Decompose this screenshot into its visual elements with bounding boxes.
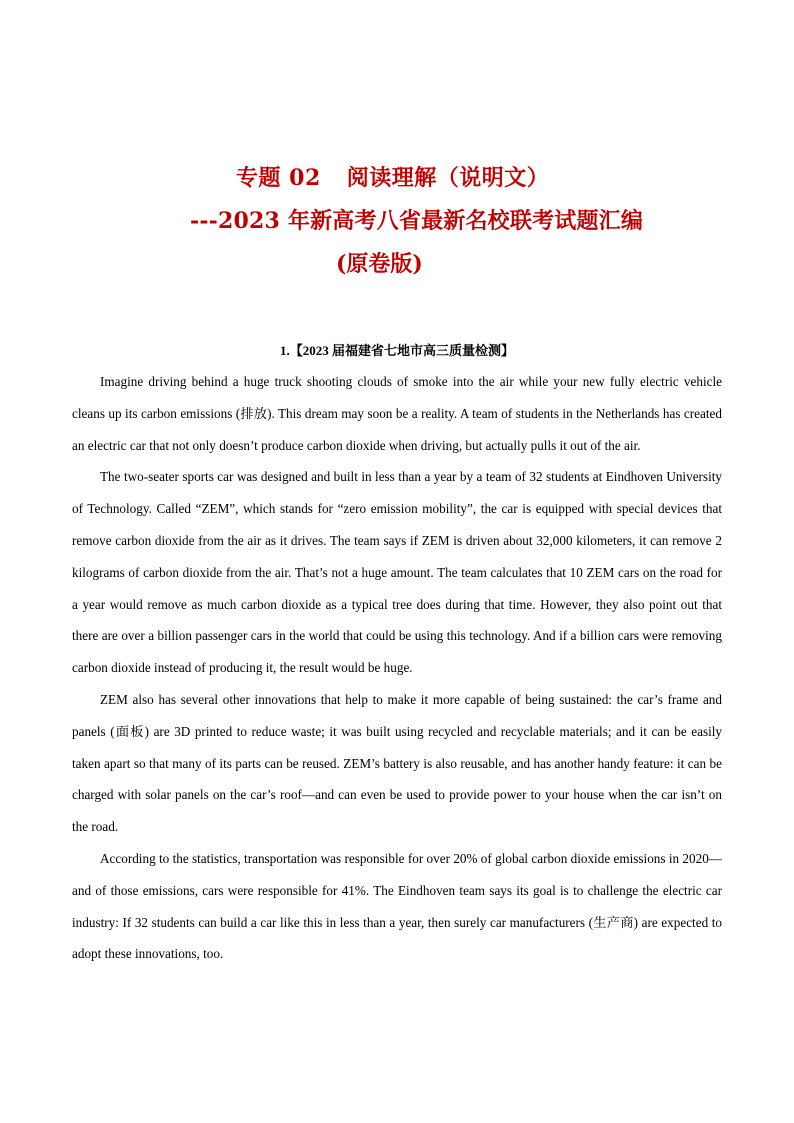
title-topic-number: 专题 02 (236, 165, 321, 191)
title-topic-name: 阅读理解（说明文） (346, 165, 550, 191)
title-line-2: ---2023 年新高考八省最新名校联考试题汇编 (190, 208, 644, 234)
title-line-3: (原卷版) (336, 251, 423, 277)
passage-paragraph-2: The two-seater sports car was designed and built in less than a year by a team of 32 students at Eindhoven University of Technology. Called “ZEM”, which stands for “zero emission mobility”, the car is equipped with special devices that remove carbon dioxide from the air as it drives. The team says if ZEM is driven about 32,000 kilometers, it can remove 2 kilograms of carbon dioxide from the air. That’s not a huge amount. The team calculates that 10 ZEM cars on the road for a year would remove as much carbon dioxide as a typical tree does during that time. However, they also point out that there are over a billion passenger cars in the world that could be using this technology. And if a billion cars were removing carbon dioxide instead of producing it, the result would be huge. (72, 469, 722, 676)
passage-paragraph-1: Imagine driving behind a huge truck shooting clouds of smoke into the air while your new fully electric vehicle cleans up its carbon emissions (排放). This dream may soon be a reality. A team of students in the Netherlands has created an electric car that not only doesn’t produce carbon dioxide when driving, but actually pulls it out of the air. (72, 374, 722, 453)
passage-paragraph-4: According to the statistics, transportation was responsible for over 20% of global carbon dioxide emissions in 2020—and of those emissions, cars were responsible for 41%. The Eindhoven team says its goal is to challenge the electric car industry: If 32 students can build a car like this in less than a year, then surely car manufacturers (生产商) are expected to adopt these innovations, too. (72, 850, 722, 962)
question-heading: 1.【2023 届福建省七地市高三质量检测】 (279, 343, 514, 358)
title-line-1 (236, 163, 549, 193)
reading-passage (72, 366, 722, 970)
passage-paragraph-3: ZEM also has several other innovations that help to make it more capable of being sustained: the car’s frame and panels (面板) are 3D printed to reduce waste; it was built using recycled and recyclable materials; and it can be easily taken apart so that many of its parts can be reused. ZEM’s battery is also reusable, and has another handy feature: it can be charged with solar panels on the car’s roof—and can even be used to provide power to your house when the car isn’t on the road. (72, 691, 722, 835)
